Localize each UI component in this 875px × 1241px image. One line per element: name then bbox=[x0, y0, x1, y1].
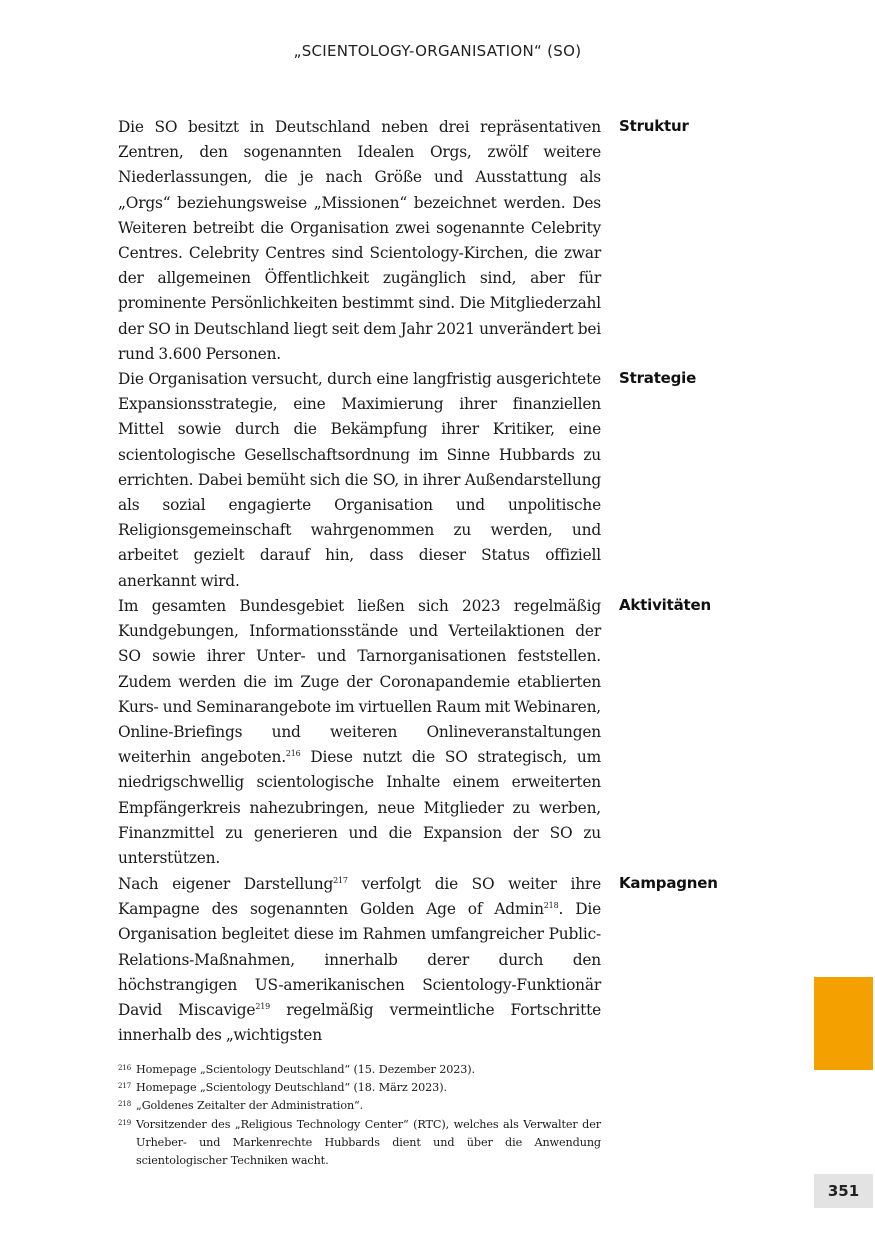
margin-label-struktur: Struktur bbox=[619, 117, 689, 135]
footnote-ref-217[interactable]: 217 bbox=[333, 876, 348, 885]
footnote-number: 217 bbox=[118, 1082, 132, 1091]
text-run: . Die Organisation begleitet diese im Rahmen umfangreicher Public-Relations-Maßnahmen, innerhalb derer durch den höchstrangigen US-amerikanischen Scientology-Funktionär David Miscavige bbox=[118, 900, 601, 1020]
footnote-text: Homepage „Scientology Deutschland“ (18. März 2023). bbox=[136, 1081, 447, 1095]
text-run: verfolgt die SO weiter ihre Kampagne des sogenannten Golden Age of Admin bbox=[118, 875, 601, 919]
margin-label-kampagnen: Kampagnen bbox=[619, 874, 718, 892]
running-header: „SCIENTOLOGY-ORGANISATION“ (SO) bbox=[293, 42, 582, 60]
section-aktivitaeten bbox=[118, 594, 601, 871]
chapter-tab-marker bbox=[814, 977, 873, 1070]
margin-label-strategie: Strategie bbox=[619, 369, 697, 387]
footnote-number: 219 bbox=[118, 1118, 132, 1127]
footnote-218 bbox=[118, 1097, 601, 1115]
footnote-ref-219[interactable]: 219 bbox=[255, 1002, 271, 1012]
paragraph-struktur: Die SO besitzt in Deutschland neben drei repräsentativen Zentren, den sogenannten Idealen Orgs, zwölf weitere Niederlassungen, die je nach Größe und Ausstattung als „Orgs“ beziehungsweise „Missionen“ bezeichnet werden. Des Weiteren betreibt die Organisation zwei sogenannte Celebrity Centres. Celebrity Centres sind Scientology-Kirchen, die zwar der allgemeinen Öffentlichkeit zugänglich sind, aber für prominente Persönlichkeiten bestimmt sind. Die Mitgliederzahl der SO in Deutschland liegt seit dem Jahr 2021 unverändert bei rund 3.600 Personen. bbox=[118, 118, 601, 363]
footnote-ref-216[interactable]: 216 bbox=[285, 749, 301, 759]
text-run: Diese nutzt die SO strategisch, um niedrigschwellig scientologische Inhalte einem erweiterten Empfängerkreis nahezubringen, neue Mitglieder zu werben, Finanzmittel zu generieren und die Expansion der SO zu unterstützen. bbox=[118, 748, 601, 868]
margin-label-aktivitaeten: Aktivitäten bbox=[619, 596, 711, 614]
footnote-text: Vorsitzender des „Religious Technology Center“ (RTC), welches als Verwalter der Urheber- und Markenrechte Hubbards dient und über die Anwendung scientologischer Techniken wacht. bbox=[136, 1117, 601, 1168]
footnote-ref-218[interactable]: 218 bbox=[543, 901, 559, 911]
paragraph-strategie: Die Organisation versucht, durch eine langfristig ausgerichtete Expansionsstrategie, eine Maximierung ihrer finanziellen Mittel sowie durch die Bekämpfung ihrer Kritiker, eine scientologische Gesellschaftsordnung im Sinne Hubbards zu errichten. Dabei bemüht sich die SO, in ihrer Außendarstellung als sozial engagierte Organisation und unpolitische Religionsgemeinschaft wahrgenommen zu werden, und arbeitet gezielt darauf hin, dass dieser Status offiziell anerkannt wird. bbox=[118, 370, 601, 590]
section-struktur bbox=[118, 115, 601, 367]
footnote-text: Homepage „Scientology Deutschland“ (15. Dezember 2023). bbox=[136, 1063, 476, 1076]
section-kampagnen bbox=[118, 872, 601, 1048]
section-strategie bbox=[118, 367, 601, 594]
text-run: Nach eigener Darstellung bbox=[118, 875, 334, 893]
footnotes bbox=[118, 1061, 601, 1170]
text-run: Im gesamten Bundesgebiet ließen sich 2023 regelmäßig Kundgebungen, Informationsstände und Verteilaktionen der SO sowie ihrer Unter- und Tarnorganisationen feststellen. Zudem werden die im Zuge der Coronapandemie etablierten Kurs- und Seminarangebote im virtuellen Raum mit Webinaren, Online-Briefings und weiteren Onlineveranstaltungen weiterhin angeboten. bbox=[118, 597, 601, 767]
page-number: 351 bbox=[814, 1174, 873, 1208]
footnote-number: 218 bbox=[118, 1100, 132, 1109]
text-run: regelmäßig vermeintliche Fortschritte innerhalb des „wichtigsten bbox=[118, 1001, 601, 1045]
footnote-text: „Goldenes Zeitalter der Administration“. bbox=[136, 1099, 364, 1113]
paragraph-aktivitaeten bbox=[118, 594, 601, 871]
footnote-217 bbox=[118, 1079, 601, 1097]
footnote-216 bbox=[118, 1061, 601, 1079]
paragraph-kampagnen bbox=[118, 872, 601, 1048]
footnote-number: 216 bbox=[118, 1064, 132, 1072]
footnote-219 bbox=[118, 1116, 601, 1171]
